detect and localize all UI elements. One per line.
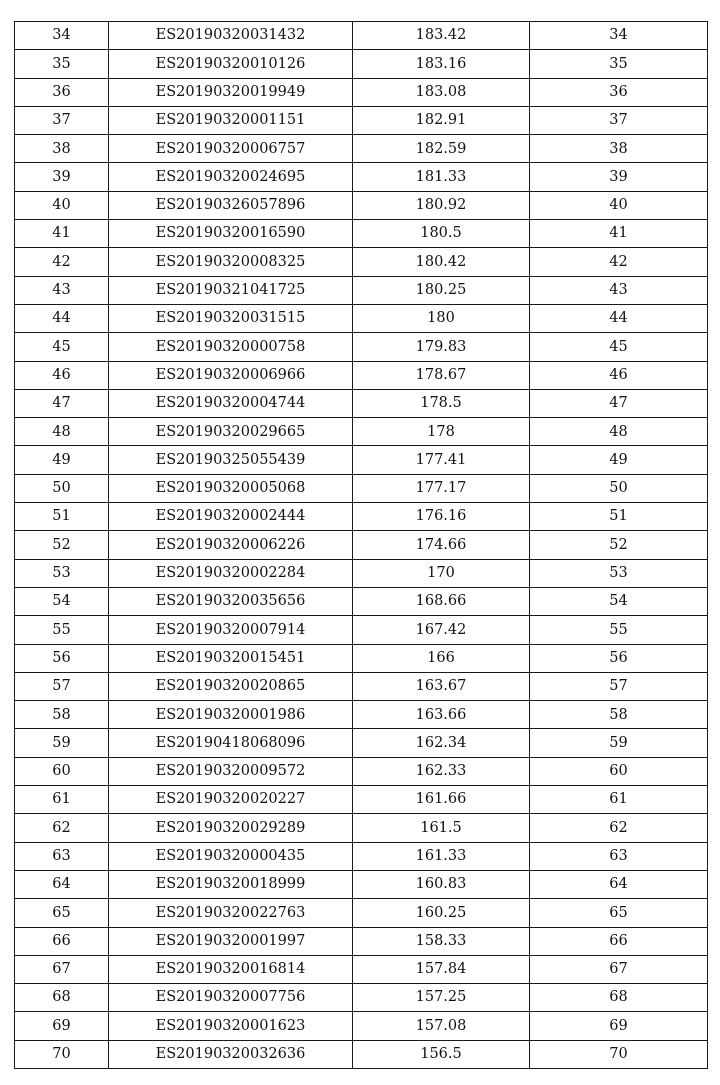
score-cell: 167.42	[353, 616, 530, 644]
registration-id-cell: ES20190320007914	[109, 616, 353, 644]
registration-id-cell: ES20190320001986	[109, 701, 353, 729]
rank-cell: 66	[530, 927, 708, 955]
score-cell: 174.66	[353, 531, 530, 559]
table-row	[15, 361, 708, 389]
sequence-number-cell: 56	[15, 644, 109, 672]
sequence-number-cell: 38	[15, 135, 109, 163]
rank-cell: 35	[530, 50, 708, 78]
table-row	[15, 927, 708, 955]
sequence-number-cell: 39	[15, 163, 109, 191]
score-cell: 170	[353, 559, 530, 587]
registration-id-cell: ES20190320004744	[109, 389, 353, 417]
sequence-number-cell: 68	[15, 984, 109, 1012]
rank-cell: 63	[530, 842, 708, 870]
rank-cell: 51	[530, 503, 708, 531]
score-cell: 183.42	[353, 22, 530, 50]
registration-id-cell: ES20190320016590	[109, 220, 353, 248]
rank-cell: 61	[530, 786, 708, 814]
rank-cell: 56	[530, 644, 708, 672]
sequence-number-cell: 44	[15, 304, 109, 332]
sequence-number-cell: 59	[15, 729, 109, 757]
registration-id-cell: ES20190320009572	[109, 757, 353, 785]
sequence-number-cell: 66	[15, 927, 109, 955]
rank-cell: 50	[530, 474, 708, 502]
sequence-number-cell: 67	[15, 955, 109, 983]
sequence-number-cell: 50	[15, 474, 109, 502]
score-cell: 177.41	[353, 446, 530, 474]
rank-cell: 59	[530, 729, 708, 757]
registration-id-cell: ES20190320002444	[109, 503, 353, 531]
sequence-number-cell: 40	[15, 191, 109, 219]
table-row	[15, 163, 708, 191]
registration-id-cell: ES20190320006226	[109, 531, 353, 559]
score-cell: 183.16	[353, 50, 530, 78]
rank-cell: 34	[530, 22, 708, 50]
sequence-number-cell: 57	[15, 672, 109, 700]
score-cell: 182.59	[353, 135, 530, 163]
rank-cell: 52	[530, 531, 708, 559]
score-cell: 160.83	[353, 870, 530, 898]
table-row	[15, 701, 708, 729]
rank-cell: 64	[530, 870, 708, 898]
sequence-number-cell: 43	[15, 276, 109, 304]
registration-id-cell: ES20190320024695	[109, 163, 353, 191]
registration-id-cell: ES20190418068096	[109, 729, 353, 757]
score-cell: 182.91	[353, 106, 530, 134]
registration-id-cell: ES20190320031432	[109, 22, 353, 50]
rank-cell: 58	[530, 701, 708, 729]
table-row	[15, 474, 708, 502]
registration-id-cell: ES20190320029289	[109, 814, 353, 842]
rank-cell: 57	[530, 672, 708, 700]
registration-id-cell: ES20190320035656	[109, 587, 353, 615]
rank-cell: 44	[530, 304, 708, 332]
sequence-number-cell: 53	[15, 559, 109, 587]
table-row	[15, 616, 708, 644]
rank-cell: 48	[530, 418, 708, 446]
table-row	[15, 842, 708, 870]
rank-cell: 60	[530, 757, 708, 785]
score-cell: 162.33	[353, 757, 530, 785]
table-row	[15, 587, 708, 615]
rank-cell: 37	[530, 106, 708, 134]
sequence-number-cell: 60	[15, 757, 109, 785]
rank-cell: 41	[530, 220, 708, 248]
table-row	[15, 220, 708, 248]
registration-id-cell: ES20190320032636	[109, 1040, 353, 1068]
sequence-number-cell: 55	[15, 616, 109, 644]
registration-id-cell: ES20190320031515	[109, 304, 353, 332]
table-row	[15, 870, 708, 898]
registration-id-cell: ES20190320019949	[109, 78, 353, 106]
score-cell: 180.42	[353, 248, 530, 276]
table-row	[15, 899, 708, 927]
rank-cell: 45	[530, 333, 708, 361]
rank-cell: 68	[530, 984, 708, 1012]
sequence-number-cell: 46	[15, 361, 109, 389]
sequence-number-cell: 52	[15, 531, 109, 559]
rank-cell: 53	[530, 559, 708, 587]
table-row	[15, 729, 708, 757]
score-cell: 158.33	[353, 927, 530, 955]
registration-id-cell: ES20190320020227	[109, 786, 353, 814]
sequence-number-cell: 37	[15, 106, 109, 134]
score-cell: 162.34	[353, 729, 530, 757]
registration-id-cell: ES20190321041725	[109, 276, 353, 304]
score-cell: 163.67	[353, 672, 530, 700]
table-row	[15, 1040, 708, 1068]
table-row	[15, 1012, 708, 1040]
score-cell: 180.25	[353, 276, 530, 304]
sequence-number-cell: 42	[15, 248, 109, 276]
table-row	[15, 531, 708, 559]
table-row	[15, 672, 708, 700]
score-cell: 178.67	[353, 361, 530, 389]
registration-id-cell: ES20190320015451	[109, 644, 353, 672]
sequence-number-cell: 63	[15, 842, 109, 870]
sequence-number-cell: 48	[15, 418, 109, 446]
score-cell: 157.08	[353, 1012, 530, 1040]
rank-cell: 43	[530, 276, 708, 304]
registration-id-cell: ES20190320029665	[109, 418, 353, 446]
sequence-number-cell: 61	[15, 786, 109, 814]
score-cell: 166	[353, 644, 530, 672]
score-cell: 180.5	[353, 220, 530, 248]
rank-cell: 38	[530, 135, 708, 163]
sequence-number-cell: 69	[15, 1012, 109, 1040]
table-row	[15, 106, 708, 134]
sequence-number-cell: 70	[15, 1040, 109, 1068]
registration-id-cell: ES20190320002284	[109, 559, 353, 587]
table-row	[15, 22, 708, 50]
table-row	[15, 503, 708, 531]
score-cell: 177.17	[353, 474, 530, 502]
score-cell: 178.5	[353, 389, 530, 417]
registration-id-cell: ES20190320005068	[109, 474, 353, 502]
table-row	[15, 757, 708, 785]
table-row	[15, 418, 708, 446]
registration-id-cell: ES20190320016814	[109, 955, 353, 983]
table-row	[15, 814, 708, 842]
score-cell: 163.66	[353, 701, 530, 729]
sequence-number-cell: 65	[15, 899, 109, 927]
rank-cell: 69	[530, 1012, 708, 1040]
registration-id-cell: ES20190320007756	[109, 984, 353, 1012]
results-table-body	[15, 22, 708, 1069]
rank-cell: 70	[530, 1040, 708, 1068]
table-row	[15, 644, 708, 672]
score-cell: 176.16	[353, 503, 530, 531]
sequence-number-cell: 64	[15, 870, 109, 898]
score-cell: 157.84	[353, 955, 530, 983]
rank-cell: 62	[530, 814, 708, 842]
score-cell: 161.66	[353, 786, 530, 814]
score-cell: 161.33	[353, 842, 530, 870]
table-row	[15, 333, 708, 361]
sequence-number-cell: 35	[15, 50, 109, 78]
rank-cell: 42	[530, 248, 708, 276]
table-row	[15, 955, 708, 983]
rank-cell: 55	[530, 616, 708, 644]
table-row	[15, 304, 708, 332]
sequence-number-cell: 47	[15, 389, 109, 417]
sequence-number-cell: 34	[15, 22, 109, 50]
registration-id-cell: ES20190320018999	[109, 870, 353, 898]
sequence-number-cell: 54	[15, 587, 109, 615]
sequence-number-cell: 36	[15, 78, 109, 106]
rank-cell: 54	[530, 587, 708, 615]
registration-id-cell: ES20190320000435	[109, 842, 353, 870]
score-cell: 178	[353, 418, 530, 446]
registration-id-cell: ES20190320006966	[109, 361, 353, 389]
table-row	[15, 559, 708, 587]
sequence-number-cell: 49	[15, 446, 109, 474]
table-row	[15, 248, 708, 276]
table-row	[15, 78, 708, 106]
registration-id-cell: ES20190320006757	[109, 135, 353, 163]
table-row	[15, 389, 708, 417]
rank-cell: 36	[530, 78, 708, 106]
score-cell: 161.5	[353, 814, 530, 842]
table-row	[15, 50, 708, 78]
registration-id-cell: ES20190320010126	[109, 50, 353, 78]
sequence-number-cell: 41	[15, 220, 109, 248]
score-cell: 179.83	[353, 333, 530, 361]
registration-id-cell: ES20190320001997	[109, 927, 353, 955]
score-cell: 180.92	[353, 191, 530, 219]
sequence-number-cell: 51	[15, 503, 109, 531]
registration-id-cell: ES20190320000758	[109, 333, 353, 361]
score-cell: 183.08	[353, 78, 530, 106]
table-row	[15, 786, 708, 814]
registration-id-cell: ES20190320008325	[109, 248, 353, 276]
rank-cell: 47	[530, 389, 708, 417]
score-cell: 168.66	[353, 587, 530, 615]
score-cell: 157.25	[353, 984, 530, 1012]
registration-id-cell: ES20190320001623	[109, 1012, 353, 1040]
results-table	[14, 21, 708, 1069]
rank-cell: 49	[530, 446, 708, 474]
score-cell: 181.33	[353, 163, 530, 191]
table-row	[15, 984, 708, 1012]
table-row	[15, 191, 708, 219]
rank-cell: 40	[530, 191, 708, 219]
score-cell: 156.5	[353, 1040, 530, 1068]
registration-id-cell: ES20190320020865	[109, 672, 353, 700]
rank-cell: 46	[530, 361, 708, 389]
rank-cell: 65	[530, 899, 708, 927]
table-row	[15, 276, 708, 304]
table-row	[15, 135, 708, 163]
sequence-number-cell: 62	[15, 814, 109, 842]
score-cell: 160.25	[353, 899, 530, 927]
registration-id-cell: ES20190326057896	[109, 191, 353, 219]
score-cell: 180	[353, 304, 530, 332]
rank-cell: 39	[530, 163, 708, 191]
rank-cell: 67	[530, 955, 708, 983]
table-row	[15, 446, 708, 474]
registration-id-cell: ES20190325055439	[109, 446, 353, 474]
registration-id-cell: ES20190320022763	[109, 899, 353, 927]
sequence-number-cell: 45	[15, 333, 109, 361]
sequence-number-cell: 58	[15, 701, 109, 729]
registration-id-cell: ES20190320001151	[109, 106, 353, 134]
